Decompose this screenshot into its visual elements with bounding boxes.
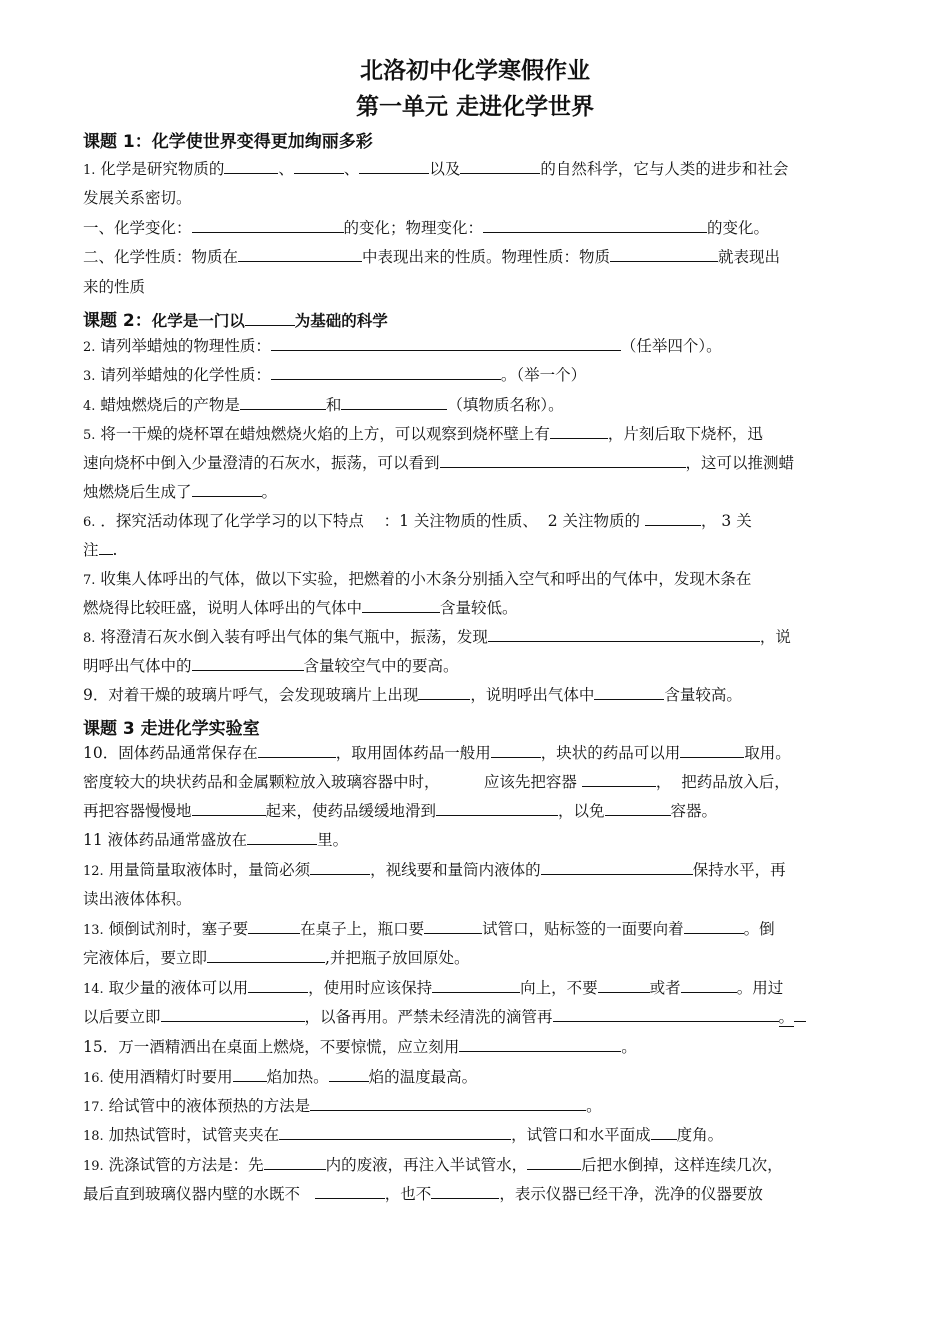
answer-blank[interactable] (240, 394, 326, 410)
question-12-cont: 读出液体体积。 (83, 890, 192, 908)
answer-blank[interactable] (207, 947, 325, 963)
answer-blank[interactable] (488, 626, 760, 642)
answer-blank[interactable] (161, 1006, 305, 1022)
answer-blank[interactable] (192, 800, 266, 816)
answer-blank[interactable] (594, 684, 664, 700)
answer-blank[interactable] (598, 977, 650, 993)
answer-blank[interactable] (610, 246, 718, 262)
answer-blank[interactable] (258, 742, 336, 758)
question-16: 16. 使用酒精灯时要用 焰加热。 焰的温度最高。 (83, 1068, 478, 1086)
answer-blank[interactable] (432, 977, 520, 993)
answer-blank[interactable] (541, 859, 693, 875)
answer-blank[interactable] (271, 335, 621, 351)
answer-blank[interactable] (341, 394, 447, 410)
answer-blank[interactable] (238, 246, 362, 262)
question-19: 19. 洗涤试管的方法是：先 内的废液，再注入半试管水， 后把水倒掉，这样连续几次， (83, 1156, 783, 1174)
answer-blank[interactable] (527, 1154, 581, 1170)
answer-blank[interactable] (294, 158, 344, 174)
answer-blank[interactable] (192, 481, 262, 497)
answer-blank[interactable] (684, 918, 744, 934)
question-9: 9．对着干燥的玻璃片呼气，会发现玻璃片上出现 ，说明呼出气体中 含量较高。 (83, 686, 742, 704)
section-heading-2: 课题 2：化学是一门以 为基础的科学 (83, 311, 388, 331)
question-14-cont: 以后要立即 ，以备再用。严禁未经清洗的滴管再 。 (83, 1006, 806, 1028)
answer-blank[interactable] (310, 859, 370, 875)
answer-blank[interactable] (459, 1036, 621, 1052)
answer-blank[interactable] (264, 1154, 326, 1170)
answer-blank[interactable] (794, 1006, 806, 1022)
answer-blank[interactable] (491, 742, 541, 758)
answer-blank[interactable] (359, 158, 429, 174)
question-10: 10．固体药品通常保存在 ，取用固体药品一般用 ，块状的药品可以用 取用。 (83, 744, 791, 762)
question-8: 8. 将澄清石灰水倒入装有呼出气体的集气瓶中，振荡，发现 ，说 (83, 628, 791, 646)
answer-blank[interactable] (315, 1183, 385, 1199)
question-10-cont: 密度较大的块状药品和金属颗粒放入玻璃容器中时， 应该先把容器 ， 把药品放入后， (83, 773, 790, 791)
answer-blank[interactable] (460, 158, 540, 174)
question-13-cont: 完液体后，要立即 ,并把瓶子放回原处。 (83, 949, 470, 967)
question-3: 3. 请列举蜡烛的化学性质： 。（举一个） (83, 366, 587, 384)
question-6-cont: 注 . (83, 541, 118, 559)
question-13: 13. 倾倒试剂时，塞子要 在桌子上，瓶口要 试管口，贴标签的一面要向着 。倒 (83, 920, 775, 938)
item-chemical-property-cont: 来的性质 (83, 278, 146, 296)
question-6: 6. ．探究活动体现了化学学习的以下特点 ：1 关注物质的性质、 2 关注物质的 ， 3 关 (83, 512, 752, 530)
question-8-cont: 明呼出气体中的 含量较空气中的要高。 (83, 657, 459, 675)
section-heading-3: 课题 3 走进化学实验室 (83, 719, 260, 739)
item-chemical-property: 二、化学性质：物质在 中表现出来的性质。物理性质：物质 就表现出 (83, 248, 781, 266)
section-heading-1: 课题 1：化学使世界变得更加绚丽多彩 (83, 132, 373, 152)
answer-blank[interactable] (245, 310, 295, 326)
question-18: 18. 加热试管时，试管夹夹在 ，试管口和水平面成 度角。 (83, 1126, 724, 1144)
answer-blank[interactable] (681, 977, 737, 993)
answer-blank[interactable] (582, 771, 656, 787)
answer-blank[interactable] (224, 158, 278, 174)
answer-blank[interactable] (550, 423, 608, 439)
answer-blank[interactable] (247, 829, 317, 845)
question-14: 14. 取少量的液体可以用 ，使用时应该保持 向上，不要 或者 。用过 (83, 979, 784, 997)
answer-blank[interactable] (192, 655, 304, 671)
answer-blank[interactable] (605, 800, 671, 816)
question-7: 7. 收集人体呼出的气体，做以下实验，把燃着的小木条分别插入空气和呼出的气体中，发现木条在 (83, 570, 752, 588)
answer-blank[interactable] (233, 1066, 267, 1082)
answer-blank[interactable] (436, 800, 558, 816)
answer-blank[interactable] (248, 977, 308, 993)
question-5-cont2: 烛燃烧后生成了 。 (83, 483, 278, 501)
answer-blank[interactable] (248, 918, 300, 934)
answer-blank[interactable] (310, 1095, 586, 1111)
question-11: 11 液体药品通常盛放在 里。 (83, 831, 349, 849)
unit-title: 第一单元 走进化学世界 (355, 94, 594, 120)
question-15: 15．万一酒精洒出在桌面上燃烧，不要惊慌，应立刻用 。 (83, 1038, 637, 1056)
answer-blank[interactable] (99, 539, 113, 555)
question-12: 12. 用量筒量取液体时，量筒必须 ，视线要和量筒内液体的 保持水平，再 (83, 861, 786, 879)
question-2: 2. 请列举蜡烛的物理性质： （任举四个）。 (83, 337, 722, 355)
answer-blank[interactable] (418, 684, 470, 700)
answer-blank[interactable] (553, 1006, 779, 1022)
answer-blank[interactable] (362, 597, 440, 613)
item-chemical-change: 一、化学变化： 的变化；物理变化： 的变化。 (83, 219, 770, 237)
page-title: 北洛初中化学寒假作业 (360, 58, 590, 84)
answer-blank[interactable] (192, 217, 344, 233)
answer-blank[interactable] (440, 452, 686, 468)
answer-blank[interactable] (279, 1124, 511, 1140)
question-1: 1. 化学是研究物质的 、 、 以及 的自然科学，它与人类的进步和社会 (83, 160, 789, 178)
answer-blank[interactable] (329, 1066, 369, 1082)
answer-blank[interactable] (651, 1124, 677, 1140)
question-17: 17. 给试管中的液体预热的方法是 。 (83, 1097, 602, 1115)
question-1-cont: 发展关系密切。 (83, 189, 192, 207)
question-5: 5. 将一干燥的烧杯罩在蜡烛燃烧火焰的上方，可以观察到烧杯壁上有 ，片刻后取下烧杯，迅 (83, 425, 763, 443)
answer-blank[interactable] (645, 510, 701, 526)
question-10-cont2: 再把容器慢慢地 起来，使药品缓缓地滑到 ，以免 容器。 (83, 802, 718, 820)
answer-blank[interactable] (680, 742, 744, 758)
answer-blank[interactable] (271, 364, 501, 380)
answer-blank[interactable] (424, 918, 482, 934)
answer-blank[interactable] (431, 1183, 499, 1199)
question-7-cont: 燃烧得比较旺盛，说明人体呼出的气体中 含量较低。 (83, 599, 518, 617)
question-5-cont: 速向烧杯中倒入少量澄清的石灰水，振荡，可以看到 ，这可以推测蜡 (83, 454, 795, 472)
question-19-cont: 最后直到玻璃仪器内壁的水既不 ，也不 ，表示仪器已经干净，洗净的仪器要放 (83, 1185, 763, 1203)
question-4: 4. 蜡烛燃烧后的产物是 和 （填物质名称）。 (83, 396, 564, 414)
answer-blank[interactable] (483, 217, 707, 233)
